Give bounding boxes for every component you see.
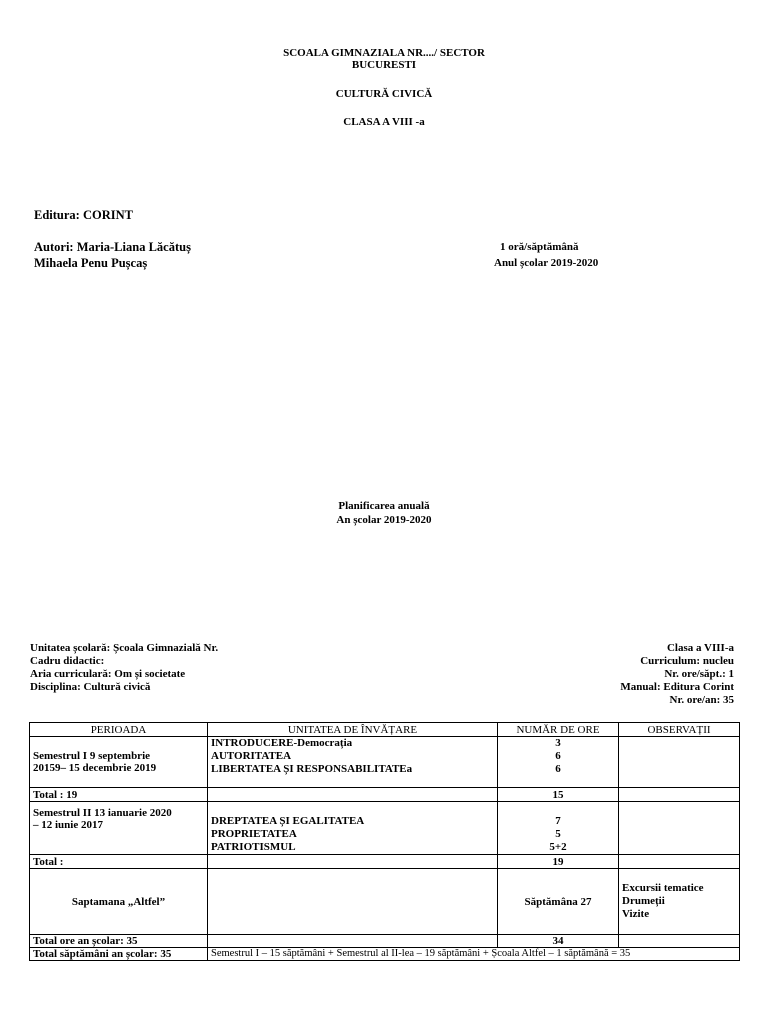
sem2-total-hours: 19: [498, 855, 619, 869]
sem1-total-obs: [619, 788, 740, 802]
table-row: [30, 802, 740, 855]
school-year: Anul școlar 2019-2020: [494, 257, 599, 269]
sem2-total-unit: [208, 855, 498, 869]
altfel-week: Săptămâna 27: [498, 869, 619, 935]
sem2-unit-2: PROPRIETATEA: [211, 828, 297, 840]
info-hours-week: Nr. ore/săpt.: 1: [664, 668, 734, 680]
class-title: CLASA A VIII -a: [343, 116, 425, 128]
sem2-hours: [498, 802, 619, 855]
total-weeks-label: Total săptămâni an școlar: 35: [30, 948, 208, 961]
sem1-unit-2: AUTORITATEA: [211, 750, 292, 762]
total-hours-obs: [619, 935, 740, 948]
sem1-total-label: Total : 19: [30, 788, 208, 802]
altfel-observations: [619, 869, 740, 935]
sem2-period: [30, 802, 208, 855]
sem1-unit-1: INTRODUCERE-Democrația: [211, 737, 353, 749]
sem1-hours: [498, 737, 619, 788]
sem1-total-unit: [208, 788, 498, 802]
sem2-hours-2: 5: [555, 828, 561, 840]
table-header-row: [30, 723, 740, 737]
sem2-period-line2: – 12 iunie 2017: [33, 819, 103, 831]
altfel-obs-1: Excursii tematice: [622, 882, 704, 894]
info-area: Aria curriculară: Om și societate: [30, 668, 186, 680]
altfel-label: Saptamana „Altfel”: [30, 869, 208, 935]
sem2-unit-1: DREPTATEA ȘI EGALITATEA: [211, 815, 365, 827]
sem1-units: [208, 737, 498, 788]
altfel-obs-3: Vizite: [622, 908, 650, 920]
table-row: [30, 788, 740, 802]
sem2-total-obs: [619, 855, 740, 869]
planning-table: [29, 722, 740, 961]
info-school: Unitatea școlară: Școala Gimnazială Nr.: [30, 642, 219, 654]
table-row: [30, 869, 740, 935]
total-hours-label: Total ore an școlar: 35: [30, 935, 208, 948]
sem2-units: [208, 802, 498, 855]
info-right: [620, 642, 734, 707]
header-observations: OBSERVAȚII: [619, 723, 740, 737]
sem1-period-line2: 20159– 15 decembrie 2019: [33, 762, 157, 774]
sem2-hours-1: 7: [555, 815, 561, 827]
total-hours-unit: [208, 935, 498, 948]
info-hours-year: Nr. ore/an: 35: [669, 694, 734, 706]
info-teacher: Cadru didactic:: [30, 655, 105, 667]
total-hours-value: 34: [498, 935, 619, 948]
sem1-period: [30, 737, 208, 788]
sem2-hours-3: 5+2: [549, 841, 567, 853]
hours-per-week: 1 oră/săptămână: [500, 241, 579, 253]
info-left: [30, 642, 218, 694]
sem1-total-hours: 15: [498, 788, 619, 802]
altfel-obs-2: Drumeții: [622, 895, 665, 907]
altfel-unit: [208, 869, 498, 935]
school-name-line2: BUCURESTI: [351, 59, 417, 71]
table-row: [30, 855, 740, 869]
planning-year: An școlar 2019-2020: [336, 514, 432, 526]
table-row: [30, 948, 740, 961]
subject-title: CULTURĂ CIVICĂ: [335, 88, 433, 100]
header-period: PERIOADA: [30, 723, 208, 737]
sem2-observations: [619, 802, 740, 855]
school-name-line1: SCOALA GIMNAZIALA NR..../ SECTOR: [283, 47, 485, 59]
authors-line2: Mihaela Penu Pușcaș: [34, 256, 148, 270]
info-curriculum: Curriculum: nucleu: [640, 655, 734, 667]
publisher: Editura: CORINT: [34, 208, 133, 222]
sem1-hours-2: 6: [555, 750, 561, 762]
sem2-period-line1: Semestrul II 13 ianuarie 2020: [33, 807, 172, 819]
table-row: [30, 935, 740, 948]
sem1-observations: [619, 737, 740, 788]
sem1-unit-3: LIBERTATEA ȘI RESPONSABILITATEa: [211, 763, 413, 775]
sem2-unit-3: PATRIOTISMUL: [211, 841, 296, 853]
sem1-period-line1: Semestrul I 9 septembrie: [33, 750, 151, 762]
info-manual: Manual: Editura Corint: [620, 681, 734, 693]
table-row: [30, 737, 740, 788]
authors-line1: Autori: Maria-Liana Lăcătuș: [34, 240, 191, 254]
sem2-total-label: Total :: [30, 855, 208, 869]
header-hours: NUMĂR DE ORE: [498, 723, 619, 737]
header-unit: UNITATEA DE ÎNVĂȚARE: [208, 723, 498, 737]
info-class: Clasa a VIII-a: [666, 642, 734, 654]
sem1-hours-3: 6: [555, 763, 561, 775]
planning-title: Planificarea anuală: [338, 500, 430, 512]
sem1-hours-1: 3: [555, 737, 561, 749]
total-weeks-text: Semestrul I – 15 săptămâni + Semestrul al II-lea – 19 săptămâni + Școala Altfel – 1 săptămână = 35: [208, 948, 740, 961]
info-discipline: Disciplina: Cultură civică: [30, 681, 151, 693]
